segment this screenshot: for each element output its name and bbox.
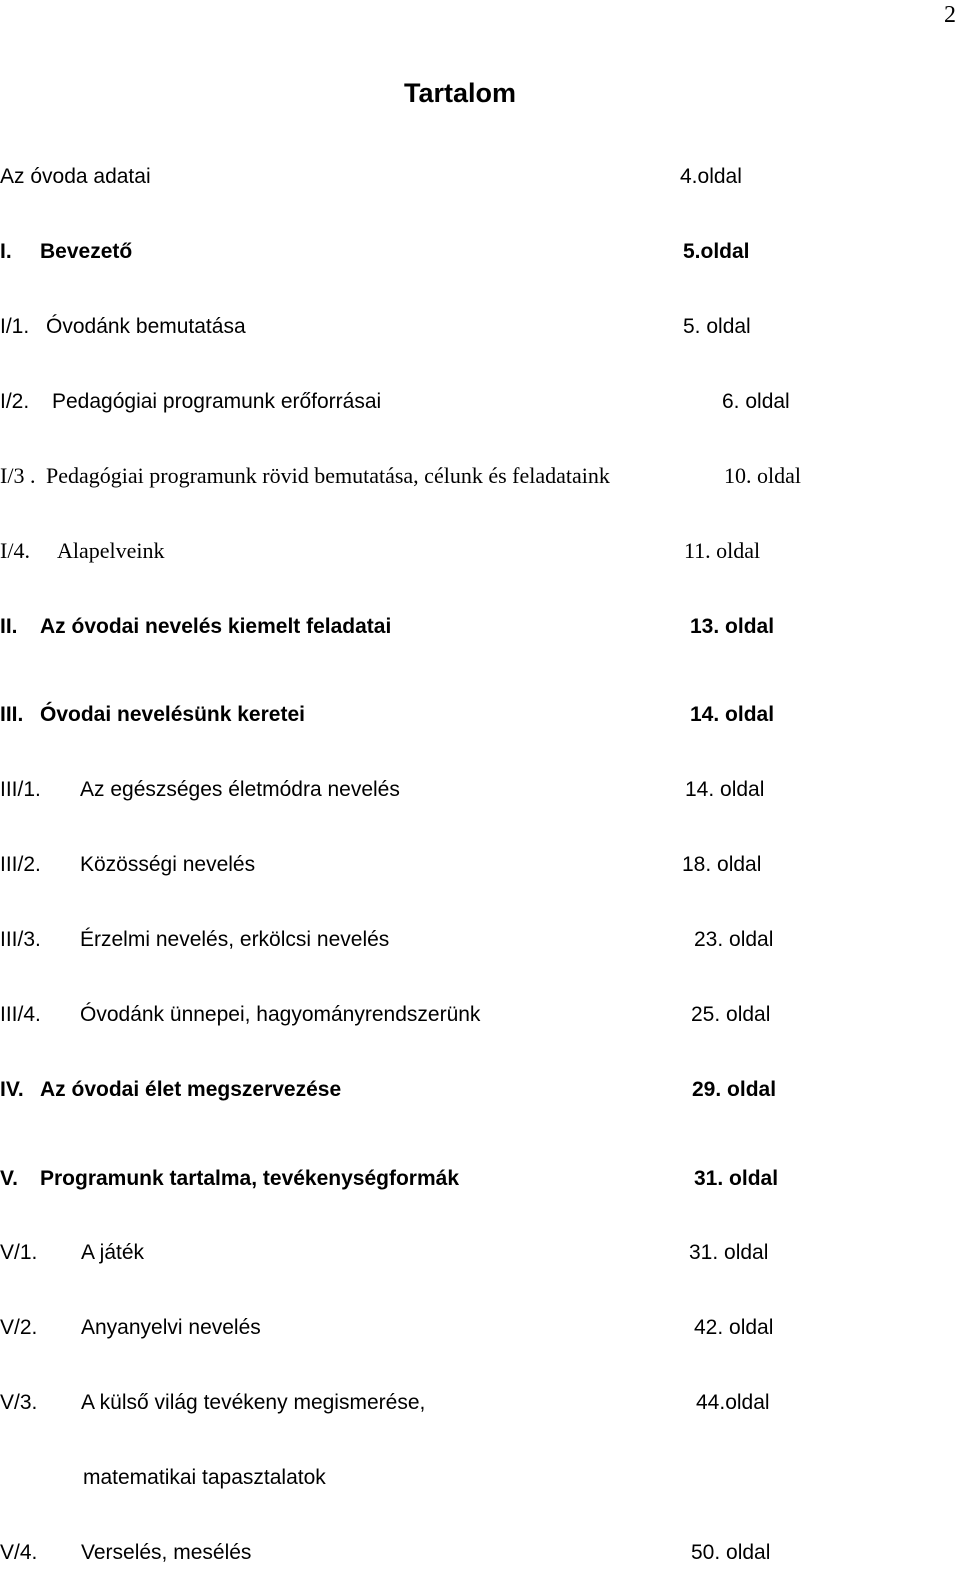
toc-entry-text: Óvodai nevelésünk keretei [40,703,305,726]
toc-entry-number: II. [0,615,18,638]
toc-entry-number: I. [0,240,12,263]
toc-entry [0,775,940,805]
toc-entry-page: 50. oldal [691,1541,771,1564]
toc-entry-number: III/1. [0,778,41,801]
toc-entry-page: 14. oldal [685,778,765,801]
toc-entry-text: matematikai tapasztalatok [83,1466,326,1489]
toc-entry [0,1164,940,1194]
toc-entry [0,162,940,192]
toc-entry [0,1000,940,1030]
toc-entry-continuation [0,1463,940,1493]
toc-entry [0,461,940,491]
toc-entry [0,536,940,566]
toc-entry-text: Óvodánk ünnepei, hagyományrendszerünk [80,1003,481,1026]
toc-entry-text: Közösségi nevelés [80,853,256,876]
toc-entry-number: III. [0,703,24,726]
toc-entry [0,1075,940,1105]
toc-entry-page: 13. oldal [690,615,775,638]
toc-entry-number: I/3 . [0,463,36,488]
toc-entry-text: A játék [81,1241,145,1264]
toc-entry-text: Pedagógiai programunk rövid bemutatása, célunk és feladataink [46,463,610,488]
toc-entry-page: 42. oldal [694,1316,774,1339]
toc-entry-page: 4.oldal [680,165,742,188]
toc-entry-text: Alapelveink [57,538,165,563]
toc-entry-page: 5.oldal [683,240,750,263]
toc-entry-text: Az óvoda adatai [0,165,151,188]
toc-entry-number: V/4. [0,1541,38,1564]
toc-entry-number: I/4. [0,538,30,563]
toc-entry-text: Verselés, mesélés [81,1541,252,1564]
toc-entry [0,1388,940,1418]
toc-entry-number: V/2. [0,1316,38,1339]
page-title: Tartalom [403,78,517,108]
toc-entry [0,850,940,880]
toc-entry-page: 5. oldal [683,315,751,338]
toc-entry-number: IV. [0,1078,24,1101]
toc-entry-text: Bevezető [40,240,133,263]
toc-entry-page: 11. oldal [684,538,761,563]
toc-entry-text: Pedagógiai programunk erőforrásai [52,390,382,413]
toc-entry-number: III/3. [0,928,41,951]
toc-entry-number: III/4. [0,1003,41,1026]
toc-entry [0,925,940,955]
toc-entry-page: 10. oldal [724,463,801,488]
toc-entry-page: 25. oldal [691,1003,771,1026]
toc-entry-text: Az óvodai nevelés kiemelt feladatai [40,615,392,638]
toc-entry-page: 18. oldal [682,853,762,876]
toc-entry [0,1238,940,1268]
toc-entry-page: 31. oldal [694,1167,779,1190]
toc-entry-page: 31. oldal [689,1241,769,1264]
toc-entry [0,612,940,642]
toc-entry-text: Az óvodai élet megszervezése [40,1078,342,1101]
toc-entry-number: III/2. [0,853,41,876]
toc-entry-page: 14. oldal [690,703,775,726]
toc-entry [0,700,940,730]
toc-entry-text: Programunk tartalma, tevékenységformák [40,1167,460,1190]
toc-entry-page: 29. oldal [692,1078,777,1101]
toc-entry-text: Anyanyelvi nevelés [81,1316,261,1339]
toc-entry-number: V/3. [0,1391,38,1414]
toc-entry-page: 44.oldal [696,1391,770,1414]
toc-entry-text: A külső világ tevékeny megismerése, [81,1391,426,1414]
toc-entry-number: I/1. [0,315,30,338]
page-number: 2 [944,2,956,28]
toc-entry-number: V/1. [0,1241,38,1264]
toc-entry-text: Érzelmi nevelés, erkölcsi nevelés [80,928,390,951]
toc-entry-number: V. [0,1167,18,1190]
toc-entry-text: Óvodánk bemutatása [46,315,246,338]
toc-entry-page: 23. oldal [694,928,774,951]
toc-entry-text: Az egészséges életmódra nevelés [80,778,400,801]
toc-entry [0,312,940,342]
toc-entry [0,1313,940,1343]
toc-entry [0,1538,940,1568]
toc-entry [0,237,940,267]
toc-entry-number: I/2. [0,390,30,413]
toc-entry [0,387,940,417]
toc-entry-page: 6. oldal [722,390,790,413]
